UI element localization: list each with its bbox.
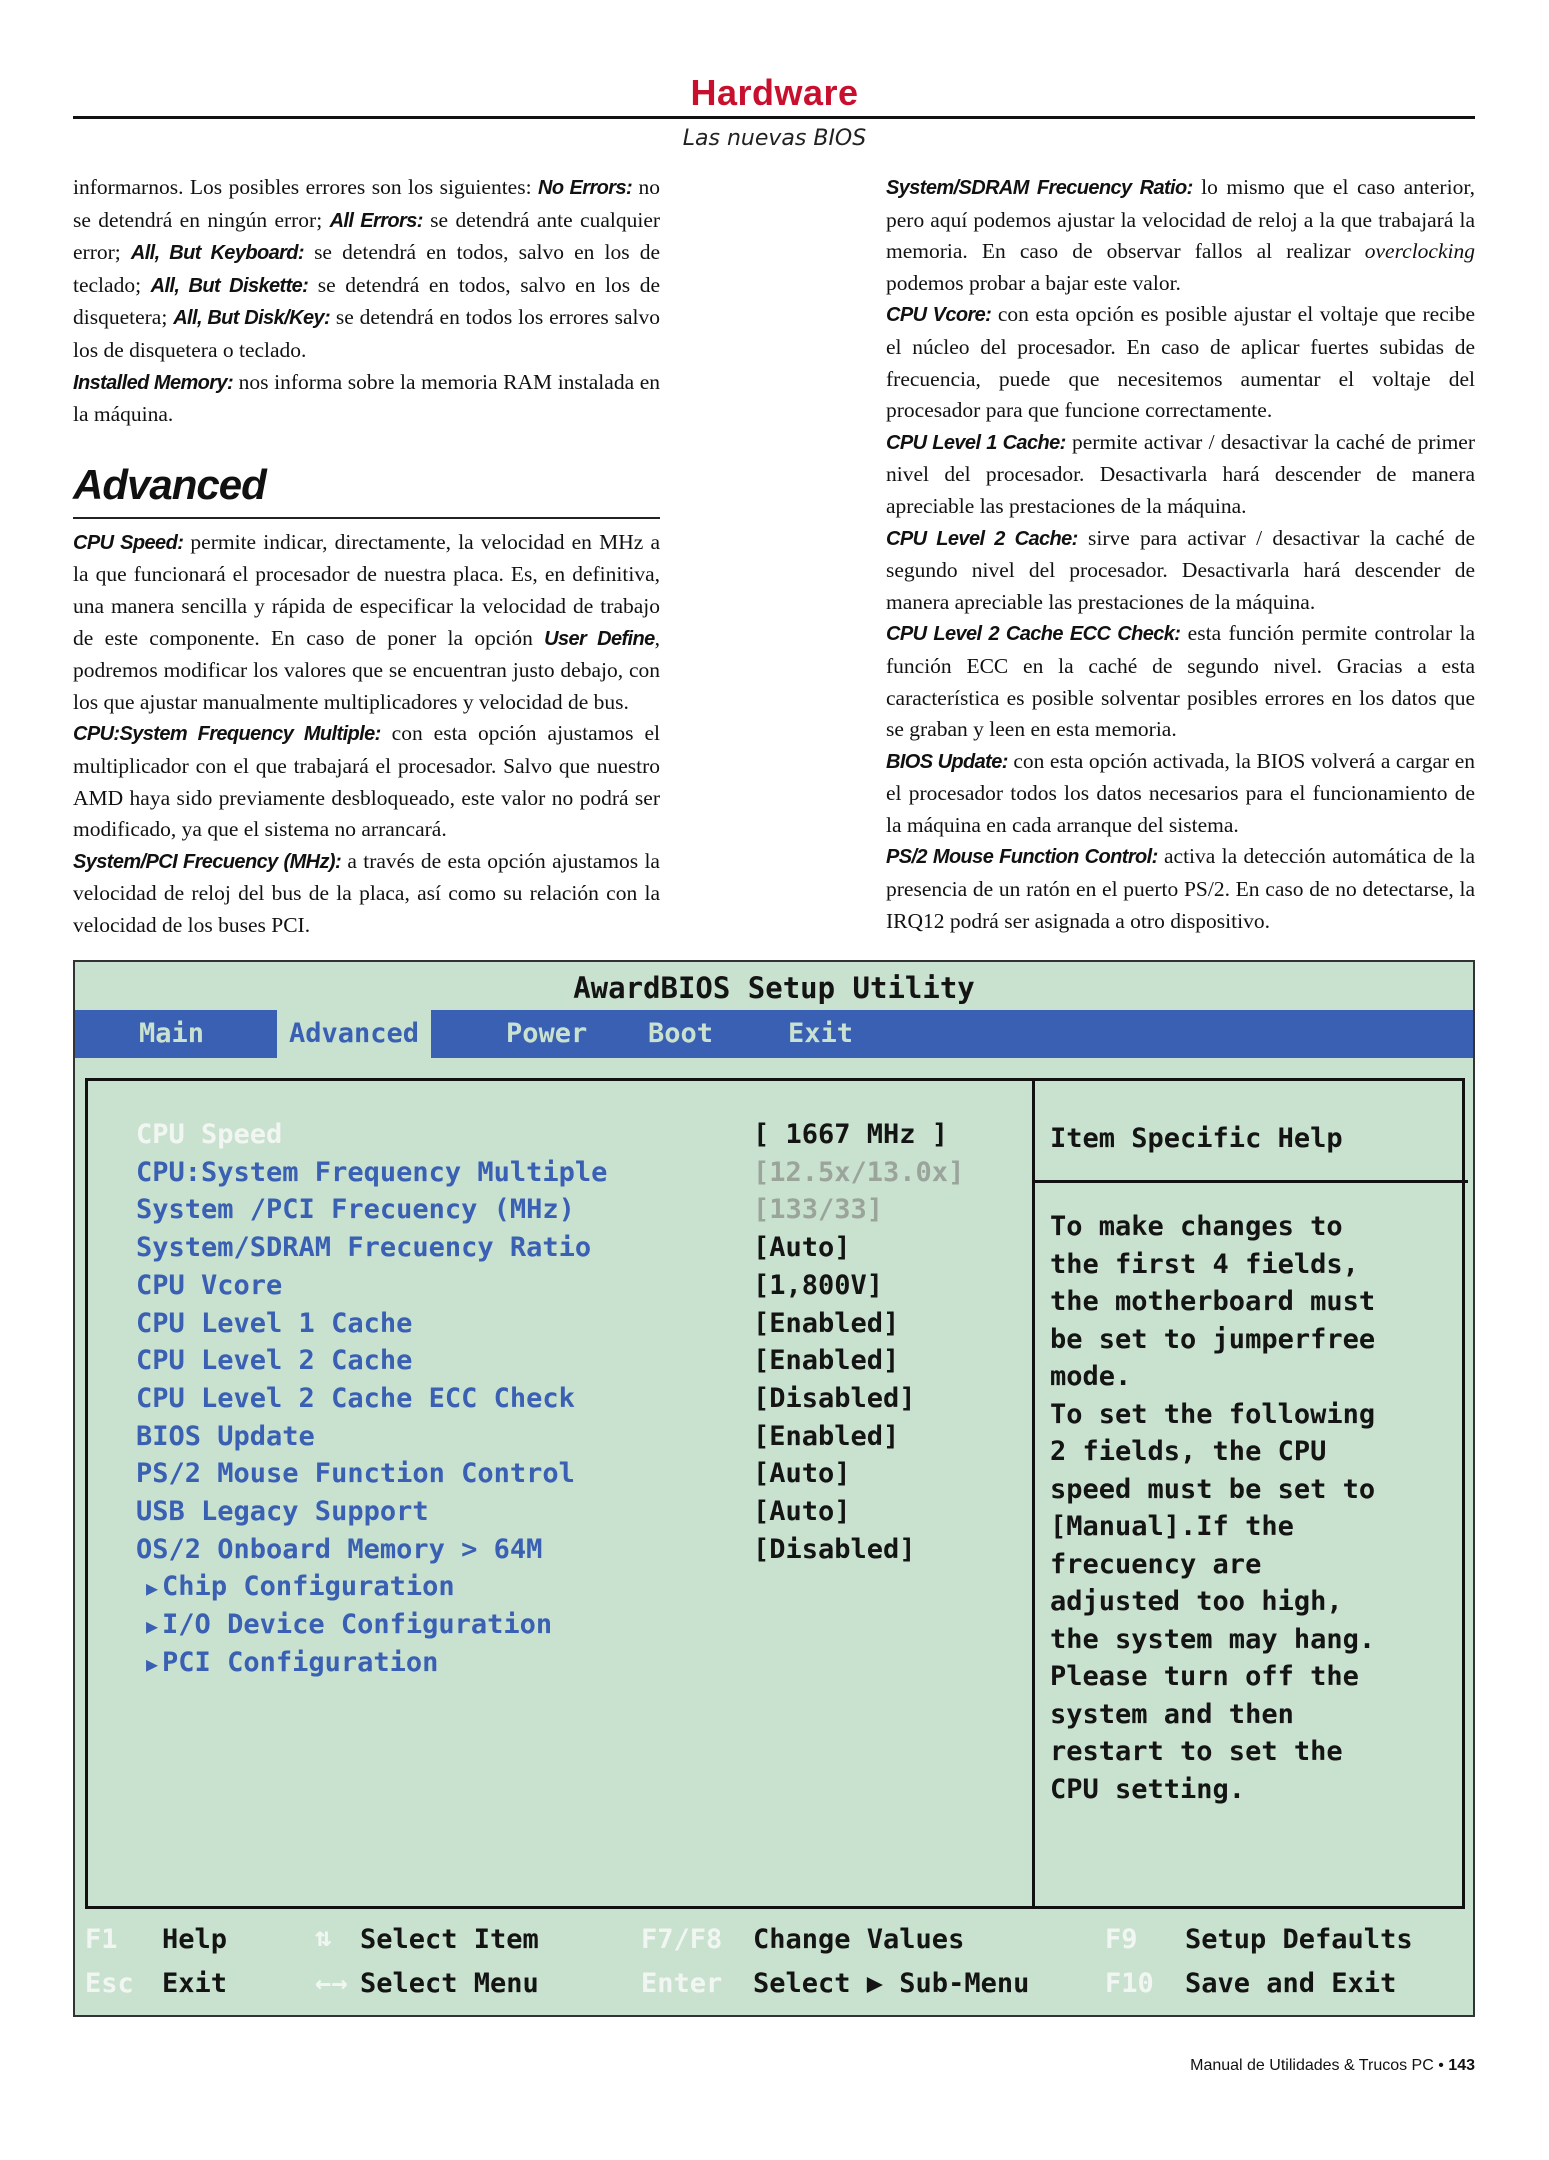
bios-item-label[interactable]: System /PCI Frecuency (MHz)	[136, 1194, 575, 1226]
right-column	[886, 172, 1475, 937]
page-header-title: Hardware	[690, 72, 859, 113]
body-text: se detendrá en todos los errores salvo los de disquetera o teclado.	[73, 305, 660, 362]
term-label: System/PCI Frecuency (MHz):	[73, 850, 342, 873]
term-label: System/SDRAM Frecuency Ratio:	[886, 177, 1193, 199]
bios-item-value[interactable]: [Enabled]	[753, 1345, 900, 1377]
body-text: con esta opción es posible ajustar el voltaje que recibe el núcleo del procesador. En caso de aplicar fuertes subidas de frecuencia, puede que necesitemos aumentar el voltaje del procesador para que funcione correctamente.	[886, 302, 1476, 423]
body-text: se detendrá en todos, salvo en los de teclado;	[73, 240, 661, 297]
bios-item-label[interactable]: OS/2 Onboard Memory > 64M	[136, 1533, 543, 1565]
key-f10: F10	[1105, 1968, 1154, 1999]
tab-power[interactable]: Power	[506, 1018, 588, 1049]
bios-item-label[interactable]: CPU Level 2 Cache ECC Check	[136, 1382, 575, 1414]
cpu-vcore-paragraph	[886, 299, 1475, 426]
help-divider	[1032, 1180, 1468, 1183]
tab-advanced[interactable]: Advanced	[277, 1010, 431, 1058]
term-label: All, But Disk/Key:	[173, 307, 331, 330]
term-label: CPU Vcore:	[886, 304, 992, 327]
bios-submenu-item[interactable]: ▶ I/O Device Configuration	[146, 1607, 552, 1644]
key-f9: F9	[1105, 1924, 1138, 1955]
help-title: Item Specific Help	[1050, 1123, 1343, 1154]
bios-item-value[interactable]: [ 1667 MHz ]	[753, 1119, 949, 1150]
help-text: To make changes to the first 4 fields, the motherboard must be set to jumperfree mode. To set the following 2 fields, the CPU speed must be set to [Manual].If the frecuency are adjusted too high, the system may hang. Please turn off the system and then restart to set the CPU setting.	[1050, 1211, 1376, 1805]
key-esc-label: Exit	[162, 1968, 228, 1999]
bios-key-legend	[75, 1920, 1473, 2017]
body-text: sirve para activar / desactivar la caché de segundo nivel del procesador. Desactivarla hará descender de manera apreciable las prestaciones de la máquina.	[886, 525, 1475, 614]
key-select-item-label: Select Item	[360, 1924, 539, 1955]
bios-item-value[interactable]: [1,800V]	[753, 1269, 884, 1301]
key-esc: Esc	[85, 1968, 134, 1999]
term-label: All, But Keyboard:	[130, 242, 304, 265]
bios-main-panel	[85, 1078, 1465, 1909]
sdram-ratio-paragraph	[886, 172, 1475, 299]
bios-update-paragraph	[886, 746, 1475, 842]
bios-item-value[interactable]: [Auto]	[753, 1496, 851, 1527]
key-f7f8: F7/F8	[641, 1924, 723, 1955]
bios-item-label[interactable]: PS/2 Mouse Function Control	[136, 1458, 575, 1490]
term-label: All, But Diskette:	[150, 274, 309, 297]
term-label: BIOS Update:	[886, 750, 1008, 773]
body-text: esta función permite controlar la función ECC en la caché de segundo nivel. Gracias a esta característica es posible solventar posibles errores en los datos que se graban y leen en esta memoria.	[886, 621, 1475, 742]
page-header-subtitle: Las nuevas BIOS	[682, 126, 867, 151]
bios-item-label[interactable]: BIOS Update	[136, 1420, 315, 1452]
ps2-mouse-paragraph	[886, 841, 1475, 937]
arrows-leftright-icon: ←→	[315, 1968, 348, 1999]
body-text: se detendrá en todos, salvo en los de disquetera;	[73, 272, 660, 330]
term-label: Installed Memory:	[73, 371, 234, 394]
term-label: PS/2 Mouse Function Control:	[886, 846, 1158, 869]
bios-item-value[interactable]: [Disabled]	[753, 1533, 916, 1565]
term-label: CPU Level 1 Cache:	[886, 431, 1066, 454]
body-text: no se detendrá en ningún error;	[73, 175, 660, 232]
bios-screenshot	[73, 960, 1475, 2017]
bios-item-label[interactable]: CPU Level 1 Cache	[136, 1307, 413, 1339]
cpu-multiple-paragraph	[73, 718, 660, 845]
tab-boot[interactable]: Boot	[648, 1018, 714, 1049]
panel-divider	[1032, 1081, 1035, 1906]
key-f9-label: Setup Defaults	[1185, 1924, 1413, 1955]
tab-exit[interactable]: Exit	[788, 1018, 854, 1049]
bios-item-value[interactable]: [12.5x/13.0x]	[753, 1156, 965, 1188]
body-text: con esta opción ajustamos el multiplicador con el que trabajará el procesador. Salvo que nuestro AMD haya sido previamente desbloqueado, este valor no podrá ser modificado, ya que el sistema no arrancará.	[73, 721, 660, 842]
l1-cache-paragraph	[886, 427, 1475, 523]
section-rule	[73, 517, 660, 519]
body-text: con esta opción activada, la BIOS volverá a cargar en el procesador todos los datos necesarios para el funcionamiento de la máquina en cada arranque del sistema.	[886, 748, 1476, 837]
intro-paragraph	[73, 172, 660, 367]
page-number: 143	[1448, 2057, 1475, 2074]
bios-item-value[interactable]: [Enabled]	[753, 1420, 900, 1452]
l2-ecc-paragraph	[886, 618, 1475, 745]
term-label: CPU Level 2 Cache:	[886, 527, 1078, 550]
term-label: CPU Level 2 Cache ECC Check:	[886, 623, 1181, 646]
term-label: CPU:System Frequency Multiple:	[73, 723, 381, 746]
bios-item-label[interactable]: CPU Speed	[136, 1119, 283, 1150]
bios-item-label[interactable]: USB Legacy Support	[136, 1496, 429, 1527]
bios-item-label[interactable]: CPU Level 2 Cache	[136, 1345, 413, 1377]
key-f7f8-label: Change Values	[753, 1924, 965, 1955]
body-text: podemos probar a bajar este valor.	[886, 270, 1181, 295]
key-f1: F1	[85, 1924, 118, 1955]
left-column	[73, 172, 660, 941]
italic-term: overclocking	[1364, 239, 1475, 264]
bios-item-value[interactable]: [133/33]	[753, 1194, 884, 1226]
bios-item-label[interactable]: System/SDRAM Frecuency Ratio	[136, 1232, 592, 1264]
body-text: a través de esta opción ajustamos la velocidad de reloj del bus de la placa, así como su relación con la velocidad de los buses PCI.	[73, 848, 660, 937]
pci-frequency-paragraph	[73, 846, 660, 942]
body-text: permite activar / desactivar la caché de primer nivel del procesador. Desactivarla hará descender de manera apreciable las prestaciones de la máquina.	[886, 429, 1475, 518]
tab-main[interactable]: Main	[139, 1018, 205, 1049]
key-enter-label: Select ▶ Sub-Menu	[753, 1968, 1030, 1999]
body-text: , podremos modificar los valores que se encuentran justo debajo, con los que ajustar manualmente multiplicadores y velocidad de bus.	[73, 625, 660, 714]
term-label: No Errors:	[538, 177, 633, 199]
l2-cache-paragraph	[886, 523, 1475, 619]
page-footer	[1190, 2057, 1475, 2075]
term-label: All Errors:	[329, 209, 423, 232]
key-f10-label: Save and Exit	[1185, 1968, 1397, 1999]
cpu-speed-paragraph	[73, 527, 660, 719]
arrows-updown-icon: ⇅	[315, 1922, 332, 1953]
key-select-menu-label: Select Menu	[360, 1968, 539, 1999]
body-text: permite indicar, directamente, la velocidad en MHz a la que funcionará el procesador de nuestra placa. Es, en definitiva, una manera sencilla y rápida de especificar la velocidad de trabajo de este componente. En caso de poner la opción	[73, 529, 660, 650]
body-text: activa la detección automática de la presencia de un ratón en el puerto PS/2. En caso de no detectarse, la IRQ12 podrá ser asignada a otro dispositivo.	[886, 844, 1475, 933]
body-text: se detendrá ante cualquier error;	[73, 207, 661, 265]
term-label: CPU Speed:	[73, 531, 184, 554]
bios-item-value[interactable]: [Enabled]	[753, 1307, 900, 1339]
bios-submenu-item[interactable]: ▶ Chip Configuration	[146, 1569, 455, 1606]
bios-item-label[interactable]: CPU Vcore	[136, 1269, 283, 1301]
body-text: informarnos. Los posibles errores son los siguientes:	[73, 175, 539, 199]
footer-publication: Manual de Utilidades & Trucos PC	[1190, 2057, 1434, 2074]
bios-item-label[interactable]: CPU:System Frequency Multiple	[136, 1156, 608, 1188]
term-label: User Define	[544, 627, 655, 650]
installed-memory-paragraph	[73, 367, 660, 431]
bios-submenu-item[interactable]: ▶ PCI Configuration	[146, 1645, 438, 1682]
bios-item-value[interactable]: [Auto]	[753, 1232, 851, 1264]
body-text: lo mismo que el caso anterior, pero aquí podemos ajustar la velocidad de reloj a la que trabajará la memoria. En caso de observar fallos al realizar	[886, 175, 1475, 264]
body-text: nos informa sobre la memoria RAM instalada en la máquina.	[73, 369, 661, 427]
section-title-advanced: Advanced	[73, 460, 266, 508]
bios-item-value[interactable]: [Disabled]	[753, 1382, 916, 1414]
bios-title: AwardBIOS Setup Utility	[573, 971, 975, 1005]
bios-item-value[interactable]: [Auto]	[753, 1458, 851, 1490]
key-f1-label: Help	[162, 1924, 228, 1955]
footer-bullet: •	[1438, 2057, 1444, 2074]
bios-menu-bar	[75, 1010, 1473, 1058]
key-enter: Enter	[641, 1968, 723, 1999]
header-rule	[73, 116, 1475, 119]
